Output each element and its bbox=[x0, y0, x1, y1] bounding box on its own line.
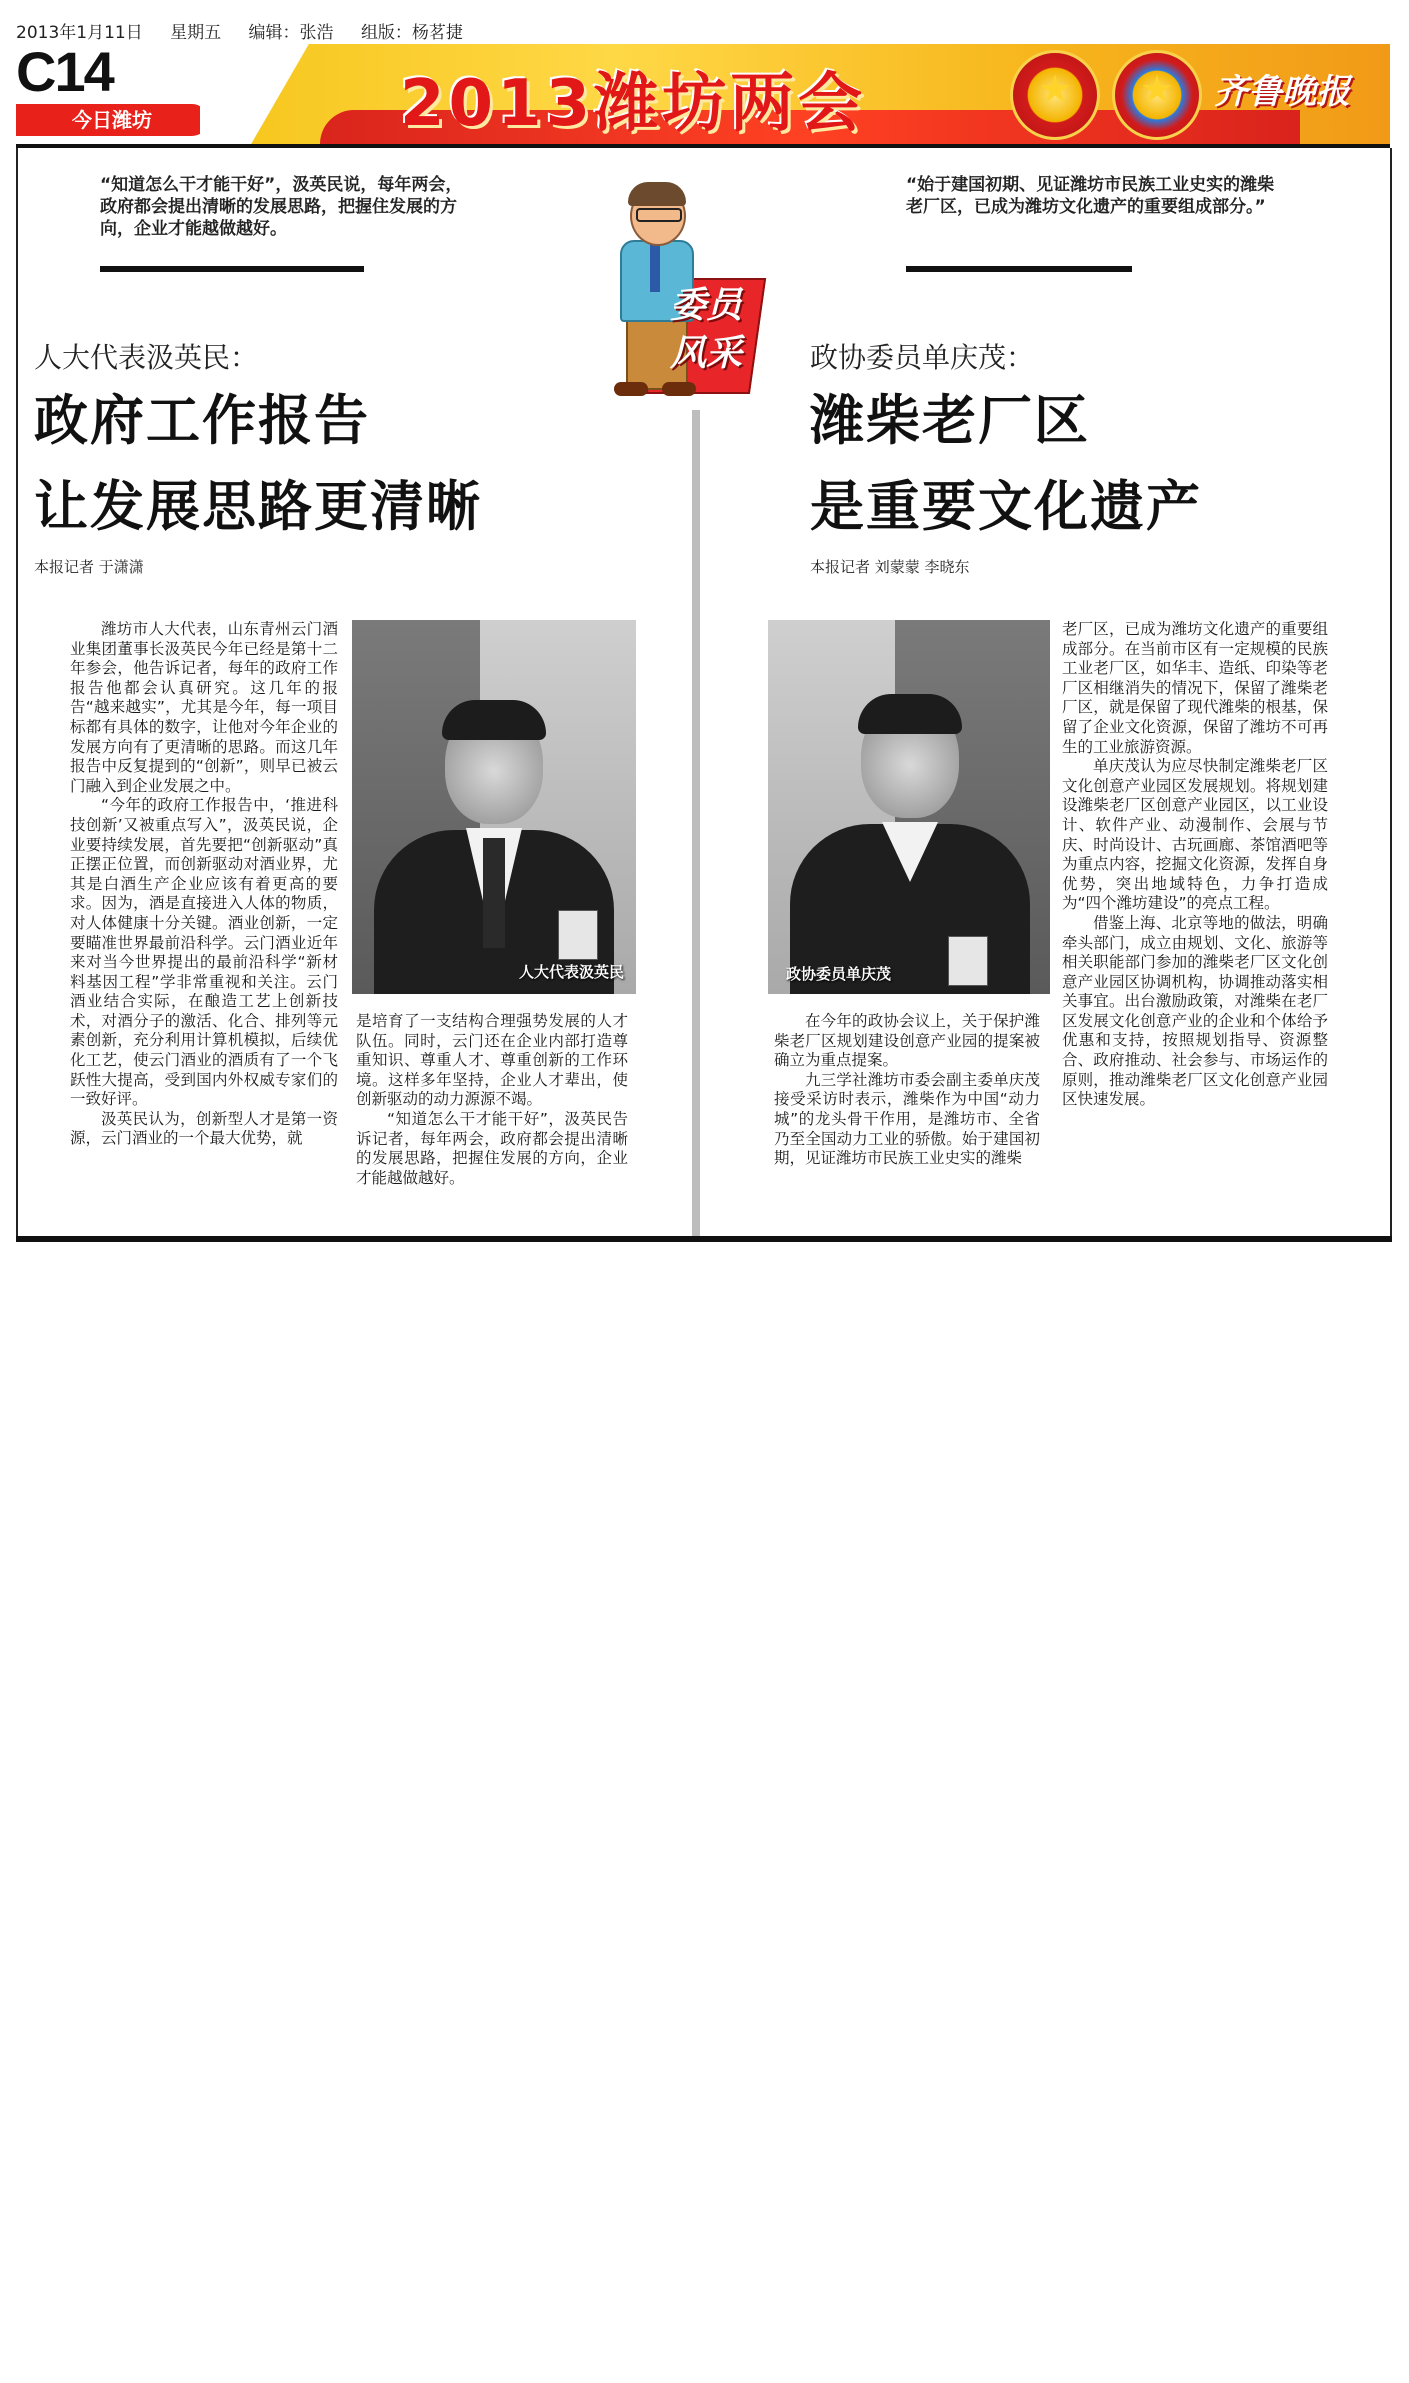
left-pull-quote: “知道怎么干才能干好”，汲英民说，每年两会，政府都会提出清晰的发展思路，把握住发展的方向，企业才能越做越好。 bbox=[100, 175, 463, 239]
left-portrait-photo bbox=[352, 620, 636, 994]
right-pull-quote-bar bbox=[906, 266, 1132, 272]
editor-credit: 编辑：张浩 bbox=[248, 23, 334, 43]
paragraph: 汲英民认为，创新型人才是第一资源，云门酒业的一个最大优势，就 bbox=[70, 1109, 338, 1148]
banner-decoration bbox=[200, 44, 309, 144]
right-headline bbox=[810, 378, 1370, 550]
newspaper-logo: 齐鲁晚报 bbox=[1214, 72, 1350, 112]
left-column-2 bbox=[356, 1012, 628, 1188]
left-headline-line-1: 政府工作报告 bbox=[34, 389, 370, 452]
section-label: 今日潍坊 bbox=[16, 104, 208, 136]
right-pull-quote: “始于建国初期、见证潍坊市民族工业史实的潍柴老厂区，已成为潍坊文化遗产的重要组成部分。” bbox=[906, 175, 1275, 217]
left-kicker: 人大代表汲英民： bbox=[34, 341, 259, 374]
right-column-2 bbox=[1062, 620, 1328, 1110]
right-headline-line-1: 潍柴老厂区 bbox=[810, 389, 1090, 452]
left-column-1 bbox=[70, 620, 338, 1149]
left-headline bbox=[34, 378, 674, 550]
right-portrait-photo bbox=[768, 620, 1050, 994]
paragraph: 九三学社潍坊市委会副主委单庆茂接受采访时表示，潍柴作为中国“动力城”的龙头骨干作用，是潍坊市、全省乃至全国动力工业的骄傲。始于建国初期，见证潍坊市民族工业史实的潍柴 bbox=[774, 1070, 1040, 1168]
badge-line-2: 风采 bbox=[669, 333, 742, 374]
right-kicker: 政协委员单庆茂： bbox=[810, 341, 1035, 374]
left-pull-quote-bar bbox=[100, 266, 364, 272]
national-emblem-icon bbox=[1010, 50, 1100, 140]
issue-weekday: 星期五 bbox=[170, 23, 222, 43]
right-byline: 本报记者 刘蒙蒙 李晓东 bbox=[810, 558, 970, 576]
badge-line-1: 委员 bbox=[669, 285, 742, 326]
paragraph: 老厂区，已成为潍坊文化遗产的重要组成部分。在当前市区有一定规模的民族工业老厂区，如华丰、造纸、印染等老厂区相继消失的情况下，保留了潍柴老厂区，就是保留了现代潍柴的根基，保留了企业文化资源，保留了潍坊不可再生的工业旅游资源。 bbox=[1062, 620, 1328, 756]
issue-date: 2013年1月11日 bbox=[16, 23, 143, 43]
right-headline-line-2: 是重要文化遗产 bbox=[810, 475, 1202, 538]
paragraph: 潍坊市人大代表，山东青州云门酒业集团董事长汲英民今年已经是第十二年参会，他告诉记者，每年的政府工作报告他都会认真研究。这几年的报告“越来越实”，尤其是今年，每一项目标都有具体的数字，让他对今年企业的发展方向有了更清晰的思路。而这几年报告中反复提到的“创新”，则早已被云门融入到企业发展之中。 bbox=[70, 620, 338, 795]
right-column-1 bbox=[774, 1012, 1040, 1169]
column-divider bbox=[692, 410, 700, 1236]
paragraph: 在今年的政协会议上，关于保护潍柴老厂区规划建设创意产业园的提案被确立为重点提案。 bbox=[774, 1012, 1040, 1070]
cppcc-emblem-icon bbox=[1112, 50, 1202, 140]
paragraph: 是培育了一支结构合理强势发展的人才队伍。同时，云门还在企业内部打造尊重知识、尊重人才、尊重创新的工作环境。这样多年坚持，企业人才辈出，使创新驱动的动力源源不竭。 bbox=[356, 1012, 628, 1109]
left-byline: 本报记者 于潇潇 bbox=[34, 558, 144, 576]
section-banner bbox=[200, 44, 1390, 144]
left-headline-line-2: 让发展思路更清晰 bbox=[34, 475, 482, 538]
banner-title: 2013潍坊两会 bbox=[400, 67, 867, 141]
paragraph: “知道怎么干才能干好”，汲英民告诉记者，每年两会，政府都会提出清晰的发展思路，把握住发展的方向，企业才能越做越好。 bbox=[356, 1109, 628, 1187]
paragraph: 借鉴上海、北京等地的做法，明确牵头部门，成立由规划、文化、旅游等相关职能部门参加的潍柴老厂区文化创意产业园区协调机构，协调推动落实相关事宜。出台激励政策，对潍柴在老厂区发展文化创意产业的企业和个体给予优惠和支持，按照规划指导、资源整合、政府推动、社会参与、市场运作的原则，推动潍柴老厂区文化创意产业园区快速发展。 bbox=[1062, 913, 1328, 1109]
paragraph: “今年的政府工作报告中，‘推进科技创新’又被重点写入”，汲英民说，企业要持续发展，首先要把“创新驱动”真正摆正位置，而创新驱动对酒业界，尤其是白酒生产企业应该有着更高的要求。因为，酒是直接进入人体的物质，对人体健康十分关键。酒业创新，一定要瞄准世界最前沿科学。云门酒业近年来对当今世界提出的最前沿科学“新材料基因工程”学非常重视和关注。云门酒业结合实际，在酿造工艺上创新技术，对酒分子的激活、化合、排列等元素创新，充分利用计算机模拟，后续优化工艺，使云门酒业的酒质有了一个飞跃性大提高，受到国内外权威专家们的一致好评。 bbox=[70, 796, 338, 1109]
page-bottom-rule bbox=[16, 1236, 1392, 1242]
page-number: C14 bbox=[16, 40, 113, 103]
paragraph: 单庆茂认为应尽快制定潍柴老厂区文化创意产业园区发展规划。将规划建设潍柴老厂区创意产业园区，以工业设计、软件产业、动漫制作、会展与节庆、时尚设计、古玩画廊、茶馆酒吧等为重点内容，挖掘文化资源，发挥自身优势，突出地域特色，力争打造成为“四个潍坊建设”的亮点工程。 bbox=[1062, 757, 1328, 913]
left-photo-caption: 人大代表汲英民 bbox=[518, 963, 624, 981]
layout-credit: 组版：杨茗捷 bbox=[360, 23, 463, 43]
right-photo-caption: 政协委员单庆茂 bbox=[786, 965, 892, 983]
badge-label bbox=[658, 282, 754, 378]
